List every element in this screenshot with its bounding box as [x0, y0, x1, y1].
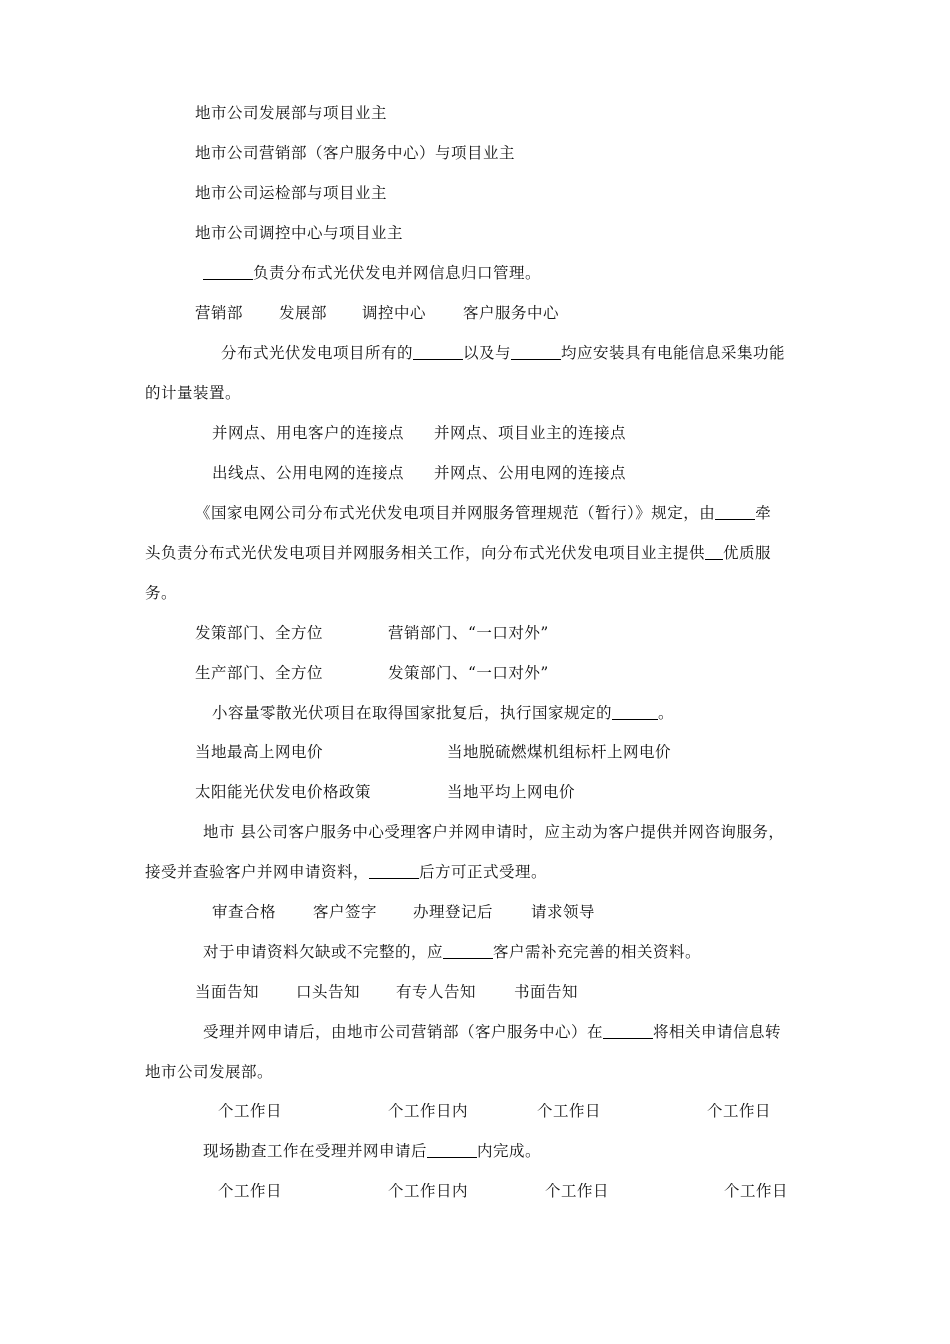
- options-row: [0, 463, 950, 483]
- option-item: 并网点、公用电网的连接点: [434, 464, 627, 482]
- question-line: 《国家电网公司分布式光伏发电项目并网服务管理规范（暂行）》规定，由 牵: [195, 504, 772, 522]
- options-row: [0, 782, 950, 802]
- option-item: 营销部: [195, 304, 244, 322]
- option-item: 个工作日: [707, 1102, 772, 1120]
- option-item: 营销部门、“一口对外”: [388, 624, 549, 642]
- option-item: 客户签字: [313, 903, 378, 921]
- option-item: 出线点、公用电网的连接点: [212, 464, 405, 482]
- answer-blank: [369, 863, 419, 879]
- option-item: 发展部: [279, 304, 328, 322]
- option-item: 当地平均上网电价: [447, 783, 576, 801]
- answer-blank: [705, 544, 723, 560]
- option-item: 办理登记后: [413, 903, 494, 921]
- text-line: 地市公司发展部。: [145, 1063, 274, 1081]
- answer-blank: [203, 264, 253, 280]
- option-item: 书面告知: [514, 983, 579, 1001]
- question-line: 现场勘查工作在受理并网申请后 内完成。: [203, 1142, 542, 1160]
- answer-blank: [413, 344, 463, 360]
- answer-blank: [612, 704, 658, 720]
- options-row: [0, 1181, 950, 1201]
- option-item: 个工作日: [537, 1102, 602, 1120]
- options-row: [0, 1101, 950, 1121]
- answer-blank: [511, 344, 561, 360]
- options-row: [0, 663, 950, 683]
- answer-blank: [427, 1142, 477, 1158]
- option-item: 调控中心: [362, 304, 427, 322]
- option-item: 口头告知: [296, 983, 361, 1001]
- text-line: 的计量装置。: [145, 384, 242, 402]
- question-line: 分布式光伏发电项目所有的 以及与 均应安装具有电能信息采集功能: [221, 344, 786, 362]
- option-item: 当地脱硫燃煤机组标杆上网电价: [447, 743, 672, 761]
- text-line: 头负责分布式光伏发电项目并网服务相关工作，向分布式光伏发电项目业主提供 优质服: [145, 544, 772, 562]
- option-item: 并网点、项目业主的连接点: [434, 424, 627, 442]
- option-line: 地市公司发展部与项目业主: [195, 104, 388, 122]
- option-item: 当面告知: [195, 983, 260, 1001]
- option-item: 客户服务中心: [463, 304, 560, 322]
- option-line: 地市公司运检部与项目业主: [195, 184, 388, 202]
- options-row: [0, 303, 950, 323]
- option-line: 地市公司营销部（客户服务中心）与项目业主: [195, 144, 516, 162]
- option-item: 请求领导: [531, 903, 596, 921]
- option-item: 个工作日内: [388, 1182, 469, 1200]
- answer-blank: [715, 504, 755, 520]
- option-item: 个工作日: [724, 1182, 789, 1200]
- option-item: 审查合格: [212, 903, 277, 921]
- option-item: 当地最高上网电价: [195, 743, 324, 761]
- option-line: 地市公司调控中心与项目业主: [195, 224, 404, 242]
- option-item: 发策部门、“一口对外”: [388, 664, 549, 682]
- option-item: 个工作日: [545, 1182, 610, 1200]
- options-row: [0, 623, 950, 643]
- text-line: 接受并查验客户并网申请资料， 后方可正式受理。: [145, 863, 548, 881]
- option-item: 个工作日: [218, 1102, 283, 1120]
- options-row: [0, 902, 950, 922]
- question-line: 对于申请资料欠缺或不完整的，应 客户需补充完善的相关资料。: [203, 943, 702, 961]
- options-row: [0, 423, 950, 443]
- options-row: [0, 742, 950, 762]
- option-item: 个工作日: [218, 1182, 283, 1200]
- option-item: 生产部门、全方位: [195, 664, 324, 682]
- text-line: 务。: [145, 584, 178, 602]
- question-line: 负责分布式光伏发电并网信息归口管理。: [203, 263, 541, 283]
- option-item: 个工作日内: [388, 1102, 469, 1120]
- question-line: 地市 县公司客户服务中心受理客户并网申请时，应主动为客户提供并网咨询服务，: [203, 823, 785, 841]
- option-item: 太阳能光伏发电价格政策: [195, 783, 372, 801]
- option-item: 并网点、用电客户的连接点: [212, 424, 405, 442]
- options-row: [0, 982, 950, 1002]
- answer-blank: [443, 943, 493, 959]
- question-line: 受理并网申请后，由地市公司营销部（客户服务中心）在 将相关申请信息转: [203, 1023, 782, 1041]
- option-item: 发策部门、全方位: [195, 624, 324, 642]
- question-line: 小容量零散光伏项目在取得国家批复后，执行国家规定的 。: [212, 704, 675, 722]
- answer-blank: [603, 1023, 653, 1039]
- option-item: 有专人告知: [396, 983, 477, 1001]
